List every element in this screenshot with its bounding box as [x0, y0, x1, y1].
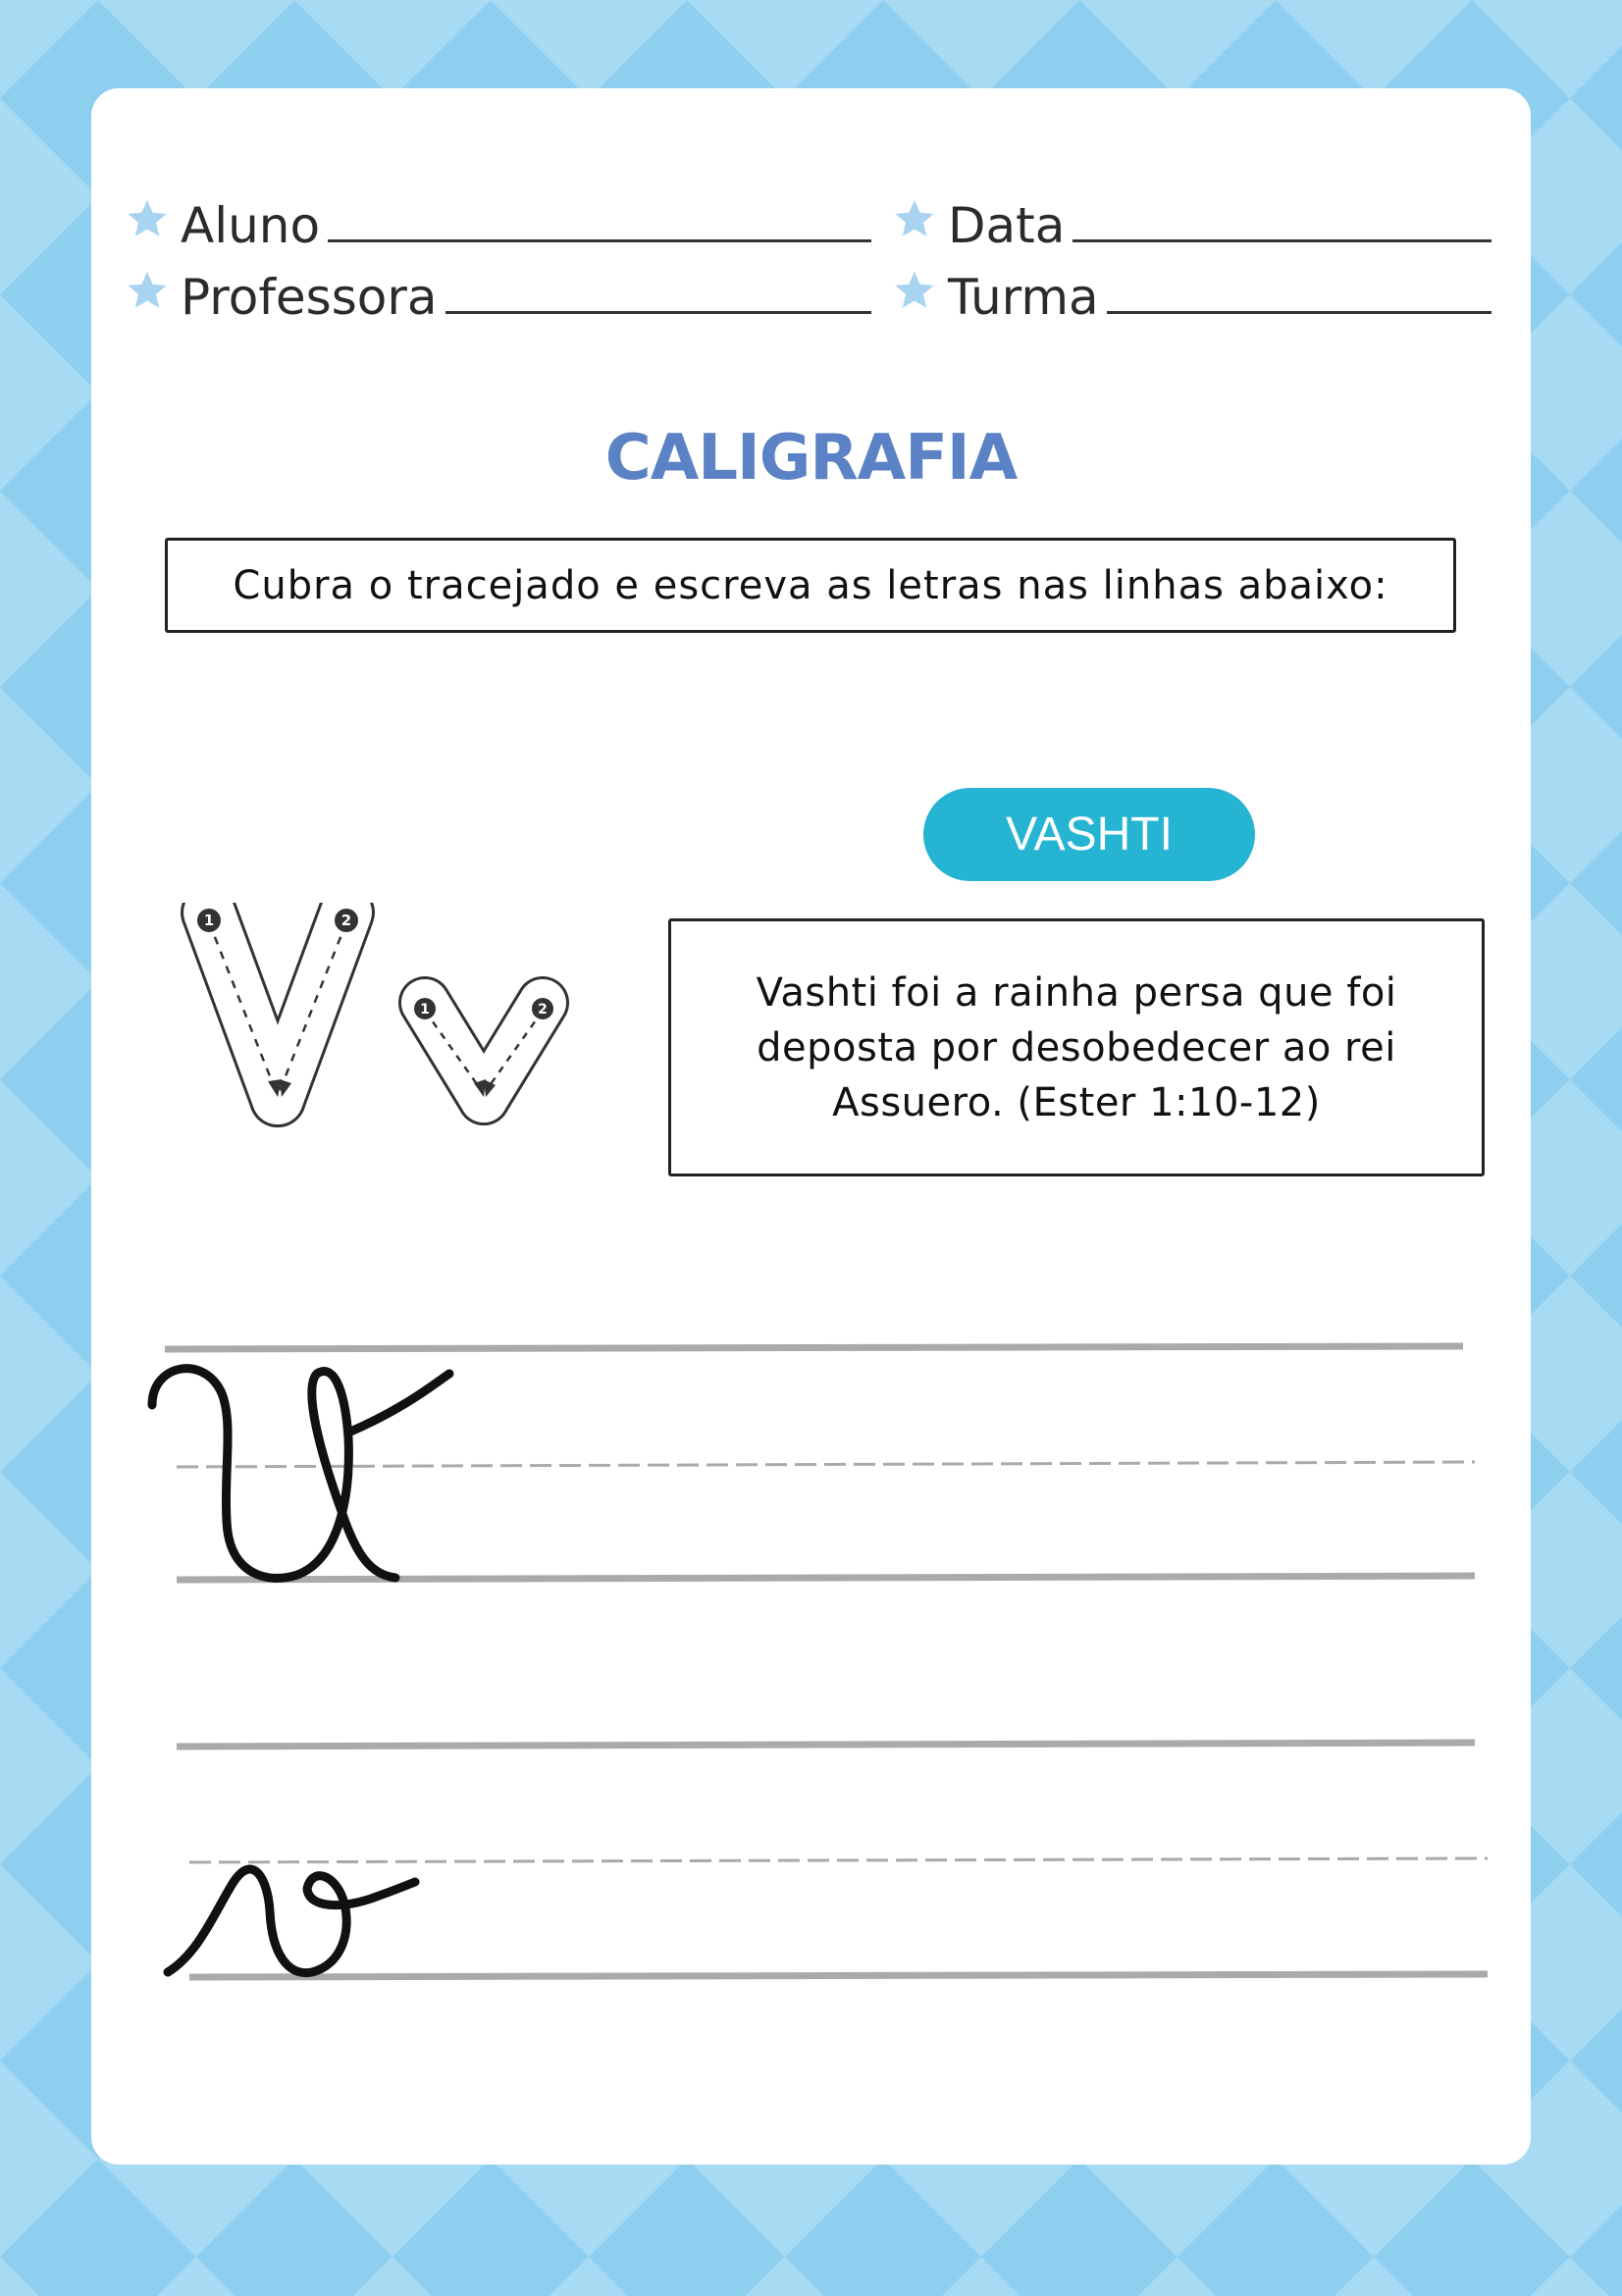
writing-lines[interactable] [91, 88, 1531, 2165]
field-label: Aluno [181, 197, 321, 254]
stroke-number: 2 [340, 912, 352, 929]
field-label: Professora [181, 269, 438, 326]
stroke-number: 2 [538, 1002, 548, 1018]
name-tag-text: VASHTI [1006, 809, 1173, 861]
instruction-text: Cubra o tracejado e escreva as letras nas linhas abaixo: [233, 562, 1388, 608]
writing-line-top[interactable] [177, 1743, 1475, 1747]
writing-line-base[interactable] [177, 1576, 1475, 1580]
writing-line-base[interactable] [189, 1974, 1488, 1977]
writing-line-dashed[interactable] [189, 1858, 1488, 1862]
description-text: Vashti foi a rainha persa que foi deposta por desobedecer ao rei Assuero. (Ester 1:10-12) [756, 969, 1397, 1125]
writing-line-top[interactable] [165, 1346, 1463, 1349]
cursive-lowercase-v [168, 1869, 415, 1973]
worksheet-page [91, 88, 1531, 2165]
field-label: Data [948, 197, 1066, 254]
page-title: CALIGRAFIA [604, 422, 1018, 495]
stroke-number: 1 [203, 912, 215, 929]
cursive-uppercase-v [152, 1369, 449, 1579]
stroke-number: 1 [420, 1002, 430, 1018]
writing-line-dashed[interactable] [177, 1462, 1475, 1467]
field-label: Turma [948, 269, 1099, 326]
